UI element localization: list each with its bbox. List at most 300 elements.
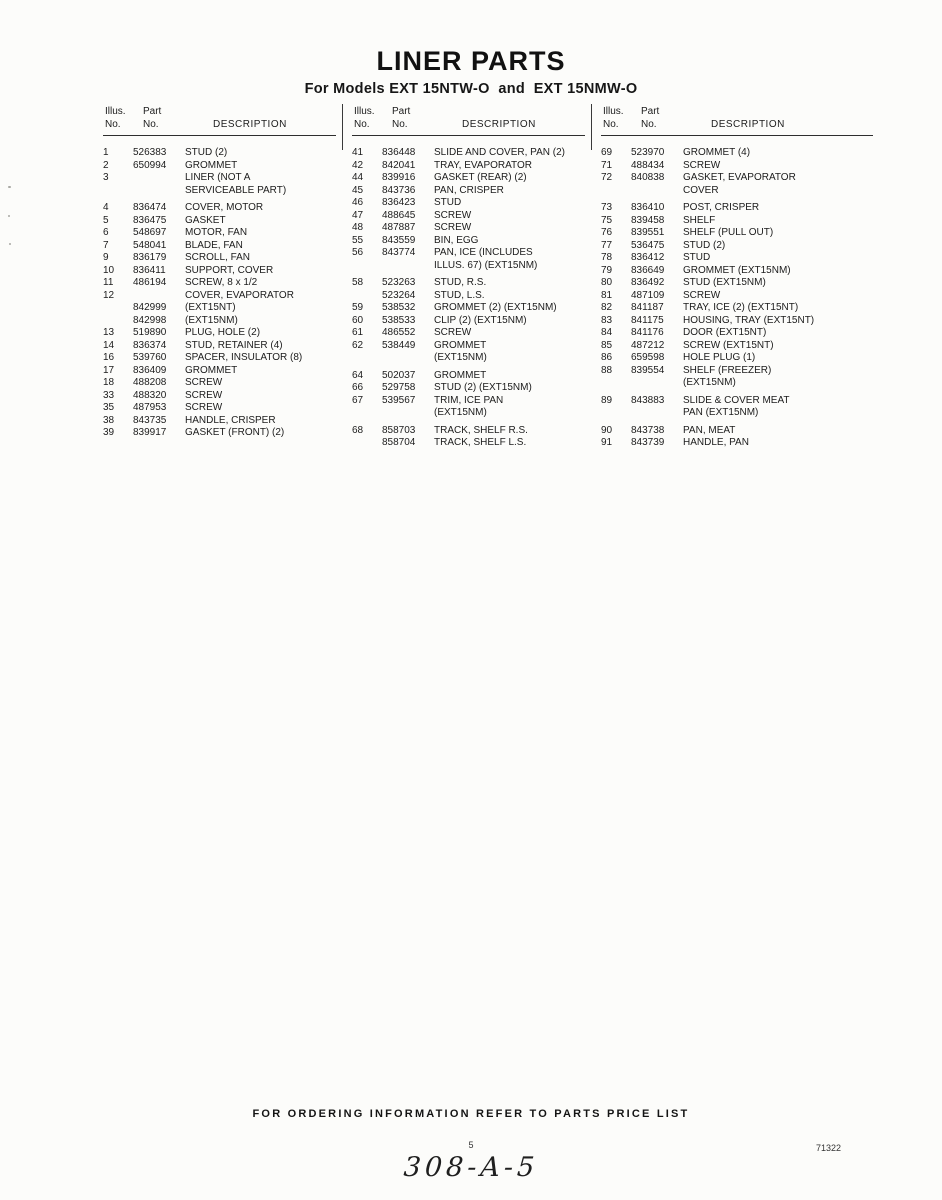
illus-no-cell: 6 <box>103 227 109 238</box>
illus-no-cell: 17 <box>103 364 115 376</box>
description-cell: COVER, EVAPORATOR <box>185 289 294 301</box>
part-no-cell: 487212 <box>631 339 665 351</box>
part-no-cell: 836411 <box>133 264 166 276</box>
part-no-cell: 839554 <box>631 364 665 376</box>
part-no-cell: 842998 <box>133 314 167 326</box>
part-no-cell: 841187 <box>631 302 664 313</box>
part-no-cell: 839916 <box>382 172 416 183</box>
table-row <box>352 185 585 198</box>
illus-no-cell: 79 <box>601 264 613 276</box>
part-no-cell: 539760 <box>133 352 167 363</box>
parts-rows <box>352 147 585 450</box>
illus-no-cell: 80 <box>601 277 613 288</box>
illus-no-cell: 13 <box>103 327 115 338</box>
part-no-cell: 839917 <box>133 427 167 438</box>
table-row <box>352 210 585 223</box>
part-no-cell: 836423 <box>382 197 416 208</box>
header-part-no: No. <box>392 118 408 130</box>
header-illus-no: No. <box>105 118 121 130</box>
illus-no-cell: 69 <box>601 147 613 158</box>
table-row <box>601 302 873 315</box>
header-description: DESCRIPTION <box>462 118 536 130</box>
description-cell: STUD <box>683 252 711 263</box>
description-cell: HANDLE, CRISPER <box>185 414 276 426</box>
header-row-2 <box>352 119 585 132</box>
part-no-cell <box>133 172 185 185</box>
table-row <box>601 147 873 160</box>
part-no-cell <box>631 185 683 198</box>
illus-no-cell: 91 <box>601 437 613 448</box>
description-cell: TRACK, SHELF R.S. <box>434 424 528 436</box>
table-row <box>601 395 873 408</box>
ordering-note: FOR ORDERING INFORMATION REFER TO PARTS PRICE LIST <box>252 1108 690 1120</box>
part-no-cell <box>133 185 185 198</box>
part-no-cell: 841176 <box>631 327 664 338</box>
part-no-cell: 839551 <box>631 227 665 238</box>
table-row <box>103 172 336 185</box>
illus-no-cell: 10 <box>103 264 115 276</box>
table-row <box>103 390 336 403</box>
header-illus-label: Illus. <box>354 106 375 117</box>
page-title: LINER PARTS <box>376 46 566 76</box>
description-cell: STUD (2) (EXT15NM) <box>434 382 532 393</box>
table-row <box>103 415 336 428</box>
header-row-1 <box>352 106 585 119</box>
illus-no-cell: 16 <box>103 352 115 363</box>
illus-no-cell: 81 <box>601 289 613 301</box>
description-cell: SHELF (PULL OUT) <box>683 227 774 238</box>
illus-no-cell: 76 <box>601 227 613 238</box>
illus-no-cell: 44 <box>352 172 364 183</box>
illus-no-cell <box>352 352 382 365</box>
description-cell: (EXT15NM) <box>434 407 487 418</box>
part-no-cell: 502037 <box>382 369 416 381</box>
illus-no-cell: 38 <box>103 414 115 426</box>
table-row <box>103 185 336 198</box>
illus-no-cell: 88 <box>601 364 613 376</box>
description-cell: PAN (EXT15NM) <box>683 407 759 418</box>
table-row <box>601 265 873 278</box>
illus-no-cell <box>601 377 631 390</box>
part-no-cell: 488434 <box>631 159 665 171</box>
table-row <box>103 240 336 253</box>
header-rule <box>103 135 336 136</box>
table-row <box>352 407 585 420</box>
illus-no-cell <box>352 290 382 303</box>
description-cell: SUPPORT, COVER <box>185 264 274 276</box>
description-cell: COVER, MOTOR <box>185 202 264 213</box>
description-cell: SCREW, 8 x 1/2 <box>185 277 258 288</box>
description-cell: STUD, L.S. <box>434 289 485 301</box>
part-no-cell: 836448 <box>382 147 416 158</box>
description-cell: SPACER, INSULATOR (8) <box>185 352 303 363</box>
illus-no-cell: 77 <box>601 239 613 251</box>
illus-no-cell: 11 <box>103 277 114 288</box>
description-cell: GROMMET <box>434 369 487 381</box>
description-cell: GROMMET <box>434 339 487 351</box>
part-no-cell: 858703 <box>382 424 416 436</box>
table-row <box>601 252 873 265</box>
description-cell: SLIDE & COVER MEAT <box>683 394 790 406</box>
description-cell: TRACK, SHELF L.S. <box>434 437 527 448</box>
illus-no-cell: 39 <box>103 427 115 438</box>
description-cell: GROMMET <box>185 159 238 171</box>
table-row <box>352 197 585 210</box>
description-cell: STUD (EXT15NM) <box>683 277 766 288</box>
table-row <box>103 265 336 278</box>
description-cell: PAN, MEAT <box>683 424 736 436</box>
illus-no-cell: 85 <box>601 339 613 351</box>
illus-no-cell: 7 <box>103 239 109 251</box>
illus-no-cell: 3 <box>103 172 109 183</box>
header-spacer <box>683 106 873 119</box>
part-no-cell: 487887 <box>382 222 416 233</box>
table-row <box>103 290 336 303</box>
doc-number: 71322 <box>816 1143 842 1153</box>
header-part-no: No. <box>143 118 159 130</box>
part-no-cell: 836412 <box>631 252 665 263</box>
header-row-2 <box>103 119 336 132</box>
scan-artifact <box>8 186 11 188</box>
column-divider <box>591 104 592 150</box>
part-no-cell: 486194 <box>133 277 167 288</box>
illus-no-cell: 83 <box>601 314 613 326</box>
illus-no-cell: 48 <box>352 222 364 233</box>
part-no-cell: 836179 <box>133 252 167 263</box>
table-row <box>352 395 585 408</box>
part-no-cell: 523264 <box>382 289 416 301</box>
description-cell: GROMMET (EXT15NM) <box>683 264 791 276</box>
illus-no-cell <box>103 302 133 315</box>
illus-no-cell: 55 <box>352 234 364 246</box>
illus-no-cell: 1 <box>103 147 109 158</box>
table-row <box>352 352 585 365</box>
table-row <box>601 352 873 365</box>
column-header <box>352 106 585 131</box>
table-row <box>601 315 873 328</box>
table-row <box>103 147 336 160</box>
header-row-1 <box>601 106 873 119</box>
part-no-cell: 843739 <box>631 437 665 448</box>
description-cell: SHELF <box>683 214 716 226</box>
part-no-cell: 843736 <box>382 184 416 196</box>
illus-no-cell: 84 <box>601 327 613 338</box>
table-row <box>352 147 585 160</box>
part-no-cell: 488208 <box>133 377 167 388</box>
table-row <box>352 247 585 260</box>
header-row-1 <box>103 106 336 119</box>
part-no-cell: 843738 <box>631 424 665 436</box>
table-row <box>352 160 585 173</box>
illus-no-cell: 90 <box>601 424 613 436</box>
table-row <box>352 222 585 235</box>
table-row <box>352 315 585 328</box>
description-cell: HOUSING, TRAY (EXT15NT) <box>683 314 815 326</box>
part-no-cell: 523970 <box>631 147 665 158</box>
part-no-cell: 839458 <box>631 214 665 226</box>
illus-no-cell: 35 <box>103 402 115 413</box>
description-cell: GASKET <box>185 214 226 226</box>
part-no-cell: 650994 <box>133 159 167 171</box>
scan-artifact <box>9 243 11 245</box>
description-cell: STUD, R.S. <box>434 277 487 288</box>
description-cell: PAN, ICE (INCLUDES <box>434 247 533 258</box>
part-no-cell: 843774 <box>382 247 416 258</box>
table-row <box>103 365 336 378</box>
description-cell: LINER (NOT A <box>185 172 251 183</box>
table-row <box>601 327 873 340</box>
table-row <box>601 437 873 450</box>
header-description: DESCRIPTION <box>711 118 785 130</box>
part-no-cell: 488320 <box>133 389 167 401</box>
table-row <box>601 160 873 173</box>
illus-no-cell: 33 <box>103 389 115 401</box>
description-cell: SCREW <box>434 327 472 338</box>
illus-no-cell: 86 <box>601 352 613 363</box>
illus-no-cell: 4 <box>103 202 109 213</box>
part-no-cell: 487109 <box>631 289 665 301</box>
description-cell: BIN, EGG <box>434 234 479 246</box>
table-row <box>601 215 873 228</box>
table-row <box>352 290 585 303</box>
table-row <box>352 370 585 383</box>
table-row <box>601 407 873 420</box>
description-cell: GROMMET <box>185 364 238 376</box>
header-description: DESCRIPTION <box>213 118 287 130</box>
illus-no-cell: 89 <box>601 394 613 406</box>
description-cell: SERVICEABLE PART) <box>185 184 287 196</box>
illus-no-cell <box>352 407 382 420</box>
part-no-cell: 523263 <box>382 277 416 288</box>
header-illus-no: No. <box>603 118 619 130</box>
illus-no-cell: 66 <box>352 382 364 393</box>
table-row <box>103 377 336 390</box>
illus-no-cell <box>103 315 133 328</box>
illus-no-cell: 82 <box>601 302 613 313</box>
part-no-cell: 519890 <box>133 327 167 338</box>
illus-no-cell: 72 <box>601 172 613 183</box>
description-cell: GASKET, EVAPORATOR <box>683 172 796 183</box>
header-rule <box>601 135 873 136</box>
illus-no-cell: 47 <box>352 209 364 221</box>
table-row <box>601 377 873 390</box>
illus-no-cell: 67 <box>352 394 364 406</box>
parts-column-2 <box>352 106 585 450</box>
table-row <box>352 437 585 450</box>
header-rule <box>352 135 585 136</box>
description-cell: HANDLE, PAN <box>683 437 749 448</box>
description-cell: GASKET (REAR) (2) <box>434 172 527 183</box>
part-no-cell: 843735 <box>133 414 167 426</box>
page-number: 5 <box>468 1140 474 1150</box>
part-no-cell: 488645 <box>382 209 416 221</box>
description-cell: GROMMET (2) (EXT15NM) <box>434 302 557 313</box>
table-row <box>601 227 873 240</box>
illus-no-cell: 78 <box>601 252 613 263</box>
illus-no-cell: 9 <box>103 252 109 263</box>
table-row <box>601 202 873 215</box>
part-no-cell: 842999 <box>133 302 167 313</box>
parts-table <box>103 106 873 450</box>
table-row <box>601 365 873 378</box>
part-no-cell: 548697 <box>133 227 167 238</box>
description-cell: SHELF (FREEZER) <box>683 364 772 376</box>
description-cell: (EXT15NT) <box>185 302 236 313</box>
header-illus-label: Illus. <box>603 106 624 117</box>
column-header <box>601 106 873 131</box>
page-subtitle: For Models EXT 15NTW-O and EXT 15NMW-O <box>304 81 638 97</box>
description-cell: GASKET (FRONT) (2) <box>185 427 285 438</box>
table-row <box>103 427 336 440</box>
part-no-cell: 536475 <box>631 239 665 251</box>
description-cell: STUD <box>434 197 462 208</box>
illus-no-cell: 58 <box>352 277 364 288</box>
illus-no-cell: 61 <box>352 327 364 338</box>
description-cell: GROMMET (4) <box>683 147 751 158</box>
part-no-cell: 836409 <box>133 364 167 376</box>
part-no-cell: 529758 <box>382 382 416 393</box>
table-row <box>601 277 873 290</box>
header-illus-label: Illus. <box>105 106 126 117</box>
description-cell: SCREW <box>683 289 721 301</box>
table-row <box>352 260 585 273</box>
table-row <box>601 240 873 253</box>
part-no-cell: 836475 <box>133 214 167 226</box>
header-part-label: Part <box>641 106 660 117</box>
part-no-cell: 659598 <box>631 352 665 363</box>
illus-no-cell: 41 <box>352 147 364 158</box>
part-no-cell <box>382 352 434 365</box>
part-no-cell <box>631 377 683 390</box>
illus-no-cell: 59 <box>352 302 364 313</box>
header-part-label: Part <box>392 106 411 117</box>
part-no-cell: 842041 <box>382 159 416 171</box>
illus-no-cell <box>103 185 133 198</box>
part-no-cell <box>631 407 683 420</box>
part-no-cell: 538449 <box>382 339 416 351</box>
part-no-cell: 538533 <box>382 314 416 326</box>
table-row <box>601 172 873 185</box>
illus-no-cell: 60 <box>352 314 364 326</box>
table-row <box>103 302 336 315</box>
table-row <box>352 277 585 290</box>
description-cell: POST, CRISPER <box>683 202 760 213</box>
table-row <box>352 302 585 315</box>
description-cell: (EXT15NM) <box>185 314 238 326</box>
table-row <box>352 340 585 353</box>
part-no-cell: 840838 <box>631 172 665 183</box>
description-cell: ILLUS. 67) (EXT15NM) <box>434 259 538 271</box>
table-row <box>352 425 585 438</box>
description-cell: STUD (2) <box>185 147 228 158</box>
part-no-cell: 836474 <box>133 202 167 213</box>
part-no-cell: 539567 <box>382 394 416 406</box>
table-row <box>601 185 873 198</box>
description-cell: MOTOR, FAN <box>185 227 248 238</box>
part-no-cell <box>382 407 434 420</box>
illus-no-cell: 2 <box>103 159 109 171</box>
description-cell: SCREW <box>434 209 472 221</box>
illus-no-cell: 12 <box>103 289 115 301</box>
description-cell: PLUG, HOLE (2) <box>185 327 261 338</box>
header-part-label: Part <box>143 106 162 117</box>
description-cell: DOOR (EXT15NT) <box>683 327 767 338</box>
table-row <box>352 327 585 340</box>
illus-no-cell <box>352 437 382 450</box>
header-row-2 <box>601 119 873 132</box>
illus-no-cell: 64 <box>352 369 364 381</box>
illus-no-cell: 62 <box>352 339 364 351</box>
part-no-cell: 836492 <box>631 277 665 288</box>
description-cell: PAN, CRISPER <box>434 184 504 196</box>
description-cell: TRAY, EVAPORATOR <box>434 159 532 171</box>
description-cell: SCREW <box>434 222 472 233</box>
illus-no-cell: 75 <box>601 214 613 226</box>
description-cell: (EXT15NM) <box>434 352 487 363</box>
scan-artifact <box>8 215 10 217</box>
part-no-cell: 836374 <box>133 339 167 351</box>
part-no-cell <box>382 260 434 273</box>
illus-no-cell <box>352 260 382 273</box>
description-cell: CLIP (2) (EXT15NM) <box>434 314 527 326</box>
part-no-cell: 548041 <box>133 239 167 251</box>
illus-no-cell: 56 <box>352 247 364 258</box>
illus-no-cell <box>601 185 631 198</box>
table-row <box>103 215 336 228</box>
part-no-cell <box>133 290 185 303</box>
illus-no-cell: 71 <box>601 159 613 171</box>
table-row <box>103 402 336 415</box>
part-no-cell: 836649 <box>631 264 665 276</box>
description-cell: TRAY, ICE (2) (EXT15NT) <box>683 302 799 313</box>
part-no-cell: 836410 <box>631 202 665 213</box>
part-no-cell: 843883 <box>631 394 665 406</box>
handwritten-label: 308-A-5 <box>402 1152 540 1183</box>
header-part-no: No. <box>641 118 657 130</box>
table-row <box>103 327 336 340</box>
table-row <box>103 277 336 290</box>
column-divider <box>342 104 343 150</box>
description-cell: STUD (2) <box>683 239 726 251</box>
parts-column-1 <box>103 106 336 450</box>
parts-rows <box>103 147 336 440</box>
part-no-cell: 538532 <box>382 302 416 313</box>
description-cell: BLADE, FAN <box>185 239 243 251</box>
illus-no-cell: 45 <box>352 184 364 196</box>
part-no-cell: 486552 <box>382 327 416 338</box>
parts-column-3 <box>601 106 873 450</box>
header-spacer <box>434 106 585 119</box>
description-cell: SCREW <box>185 377 223 388</box>
table-row <box>103 352 336 365</box>
table-row <box>601 290 873 303</box>
column-header <box>103 106 336 131</box>
table-row <box>103 315 336 328</box>
table-row <box>103 160 336 173</box>
illus-no-cell: 5 <box>103 214 109 226</box>
table-row <box>352 235 585 248</box>
part-no-cell: 858704 <box>382 437 416 448</box>
illus-no-cell: 42 <box>352 159 364 171</box>
table-row <box>352 172 585 185</box>
table-row <box>103 202 336 215</box>
description-cell: (EXT15NM) <box>683 377 736 388</box>
description-cell: SCREW (EXT15NT) <box>683 339 774 351</box>
header-spacer <box>185 106 336 119</box>
illus-no-cell <box>601 407 631 420</box>
description-cell: SCROLL, FAN <box>185 252 251 263</box>
part-no-cell: 843559 <box>382 234 416 246</box>
